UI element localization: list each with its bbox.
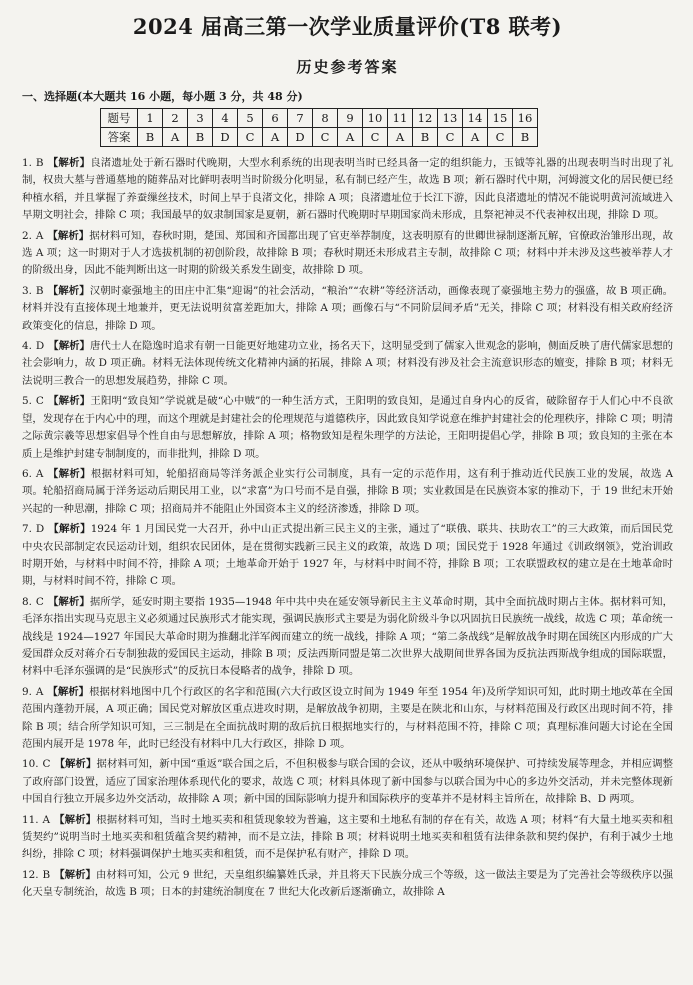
explanation-text: 王阳明“致良知”学说就是破“心中贼”的一种生活方式，王阳明的致良知，是通过自身内心的反省，破除留存于人们心中不良欲望，发现存在于内心中的理，而这个理就是封建社会的伦理规范与道德秩序，因此致良知学说意在维护封建社会的伦理秩序，排除 C 项；明清之际黄宗羲等思想家倡导个性自由与思想解放，排除 A 项；格物致知是程朱理学的方法论，王阳明提倡心学，排除 B 项；致良知的主张在本质上是维护封建专制制度的，而非批判，排除 D 项。 xyxy=(22,395,673,460)
question-answer: C xyxy=(35,395,44,408)
explanation-tag: 【解析】 xyxy=(47,685,90,698)
question-number: 12. xyxy=(22,868,39,881)
answer-table-answer-cell: B xyxy=(188,128,213,147)
answer-table-number-cell: 4 xyxy=(213,109,238,128)
answer-table-number-cell: 10 xyxy=(363,109,388,128)
answer-table-row-label: 题号 xyxy=(101,109,138,128)
question-number: 4. xyxy=(22,340,32,353)
answer-table xyxy=(100,108,538,147)
explanation-tag: 【解析】 xyxy=(47,395,91,408)
answer-table-number-cell: 11 xyxy=(388,109,413,128)
answer-table-answer-row xyxy=(101,128,538,147)
question-number: 6. xyxy=(22,467,32,480)
answer-table-answer-cell: B xyxy=(413,128,438,147)
explanation-tag: 【解析】 xyxy=(47,157,91,169)
answer-table-answer-cell: A xyxy=(163,128,188,147)
explanation-text: 由材料可知，公元 9 世纪，天皇组织编纂姓氏录，并且将天下民族分成三个等级，这一做法主要是为了完善社会等级秩序以强化天皇专制统治，故选 B 项；日本的封建统治制度在 7 世纪大化改新后逐渐确立，故排除 A xyxy=(22,868,673,899)
question-explanation xyxy=(22,466,673,518)
question-answer: C xyxy=(35,595,44,608)
explanation-tag: 【解析】 xyxy=(47,595,90,608)
answer-table-answer-cell: C xyxy=(438,128,463,147)
explanation-tag: 【解析】 xyxy=(47,229,90,242)
answer-table-answer-cell: D xyxy=(288,128,313,147)
answer-table-answer-cell: C xyxy=(313,128,338,147)
answer-table-number-cell: 7 xyxy=(288,109,313,128)
answer-table-number-cell: 5 xyxy=(238,109,263,128)
question-answer: B xyxy=(35,157,44,169)
answer-table-number-cell: 2 xyxy=(163,109,188,128)
question-number: 10. xyxy=(22,758,39,771)
question-answer: C xyxy=(42,758,51,771)
answer-table-answer-cell: C xyxy=(363,128,388,147)
question-explanation xyxy=(22,521,673,591)
explanation-text: 唐代士人在隐逸时追求有朝一日能更好地建功立业，扬名天下，这明显受到了儒家入世观念的影响，侧面反映了唐代儒家思想的社会影响力，故 D 项正确。材料无法体现传统文化精神内涵的拓展，排除 A 项；材料没有涉及社会主流意识形态的嬗变，排除 B 项；材料无法说明三教合一的思想发展趋势，排除 C 项。 xyxy=(22,340,673,387)
answer-table-answer-cell: A xyxy=(263,128,288,147)
answer-table-answer-cell: D xyxy=(213,128,238,147)
question-answer: A xyxy=(42,813,51,826)
answer-table-answer-cell: B xyxy=(513,128,538,147)
answer-table-answer-cell: A xyxy=(388,128,413,147)
explanation-text: 根据材料可知，当时土地买卖和租赁现象较为普遍，这主要和土地私有制的存在有关，故选 A 项；材料“有大量土地买卖和租赁契约”说明当时土地买卖和租赁蕴含契约精神，而不是立法，排除 B 项；材料说明土地买卖和租赁有法律条款和契约保护，有利于减少土地纠纷，排除 C 项；材料强调保护土地买卖和租赁，而不是保护私有财产，排除 D 项。 xyxy=(22,813,673,861)
question-explanation xyxy=(22,338,673,390)
question-explanation xyxy=(22,393,673,463)
question-answer: B xyxy=(42,868,51,881)
answer-table-answer-cell: A xyxy=(463,128,488,147)
question-number: 2. xyxy=(22,229,32,242)
question-explanation xyxy=(22,867,673,902)
explanation-tag: 【解析】 xyxy=(54,868,96,881)
question-explanation xyxy=(22,228,673,280)
explanation-text: 根据材料地图中几个行政区的名字和范围(六大行政区设立时间为 1949 年至 1954 年)及所学知识可知，此时期土地改革在全国范围内蓬勃开展，A 项正确；国民党对解放区重点进攻时期，是解放战争初期，主要是在陕北和山东，与材料范围及行政区出现时间不符，排除 B 项；结合所学知识可知，三三制是在全面抗战时期的敌后抗日根据地实行的，与材料范围不符，排除 C 项；真理标准问题大讨论在全国范围内展开是 1978 年，此时已经没有材料中几大行政区，排除 D 项。 xyxy=(22,685,674,750)
question-number: 1. xyxy=(22,157,32,169)
question-number: 11. xyxy=(22,813,39,826)
answer-table-answer-cell: C xyxy=(488,128,513,147)
explanation-tag: 【解析】 xyxy=(48,340,90,353)
answer-table-number-cell: 8 xyxy=(313,109,338,128)
question-explanation xyxy=(22,756,673,808)
question-number: 8. xyxy=(22,595,32,608)
answer-table-row-label: 答案 xyxy=(101,128,138,147)
explanation-text: 汉朝时豪强地主的田庄中汇集“迎谒”的社会活动，“粮治”“农耕”等经济活动，画像表现了豪强地主势力的强盛，故 B 项正确。材料并没有直接体现土地兼并，更无法说明贫富差距加大，排除 A 项；画像石与“不同阶层间矛盾”无关，排除 C 项；材料没有相关政府经济政策变化的信息，排除 D 项。 xyxy=(22,284,674,332)
page-subtitle: 历史参考答案 xyxy=(296,58,399,76)
explanation-text: 据材料可知，春秋时期，楚国、郑国和齐国都出现了官吏举荐制度，这表明原有的世卿世禄制逐渐瓦解，官僚政治雏形出现，故选 A 项；这一时期对于人才选拔机制的初创阶段，故排除 B 项；春秋时期还未形成君主专制，故排除 C 项；材料中并未涉及这些被举荐人才的阶级出身，因此不能判断出这一时期的阶级关系发生剧变，故排除 D 项。 xyxy=(22,229,674,277)
answer-table-number-cell: 12 xyxy=(413,109,438,128)
answer-table-number-cell: 15 xyxy=(488,109,513,128)
question-answer: D xyxy=(35,523,45,536)
question-explanation xyxy=(22,283,673,335)
explanation-text: 据所学，延安时期主要指 1935—1948 年中共中央在延安领导新民主主义革命时期，其中全面抗战时期占主体。据材料可知，毛泽东指出实现马克思主义必须通过民族形式才能实现，强调民族形式主要是为弱化阶级斗争以巩固抗日民族统一战线，故选 C 项；革命统一战线是 1924—1927 年国民大革命时期为推翻北洋军阀而建立的统一战线，排除 A 项；“第二条战线”是解放战争时期在国统区内形成的广大爱国群众反对蒋介石专制独裁的爱国民主运动，排除 B 项；反法西斯同盟是第二次世界大战期间世界各国为反抗法西斯战争组成的国际联盟，材料中毛泽东强调的是“民族形式”的反抗日本侵略者的战争，排除 D 项。 xyxy=(22,595,673,678)
answer-table-answer-cell: C xyxy=(238,128,263,147)
question-number: 7. xyxy=(22,523,32,536)
explanation-text: 良渚遗址处于新石器时代晚期，大型水利系统的出现表明当时已经具备一定的组织能力，玉钺等礼器的出现表明当时出现了礼制，权贵大墓与普通墓地的随葬品对比鲜明表明当时阶级分化明显，私有制已经产生，故选 B 项；新石器时代中期，河姆渡文化的居民便已经种植水稻，并且掌握了养蚕缫丝技术，时间上早于良渚文化，排除 A 项；良渚遗址位于长江下游，因此良渚遗址的情况不能说明黄河流域进入早期文明社会，排除 C 项；我国最早的奴隶制国家是夏朝，新石器时代晚期时早期国家尚未形成，且祭祀神灵不代表神权出现，排除 D 项。 xyxy=(22,157,674,222)
question-answer: D xyxy=(35,340,45,353)
question-answer: B xyxy=(35,284,44,297)
explanation-text: 据材料可知，新中国“重返”联合国之后，不但积极参与联合国的会议，还从中吸纳环境保护、可持续发展等理念，并相应调整了政府部门设置，适应了国家治理体系现代化的要求，故选 C 项；材料具体现了新中国参与以联合国为中心的多边外交活动，并未完整体现新中国自行独立开展多边外交活动，故排除 A 项；新中国的国际影响力提升和国际秩序的变革并不是材料主旨所在，故排除 B、D 两项。 xyxy=(22,758,673,806)
answer-table-number-cell: 14 xyxy=(463,109,488,128)
answer-table-number-row xyxy=(101,109,538,128)
explanation-tag: 【解析】 xyxy=(48,523,91,536)
answer-table-number-cell: 6 xyxy=(263,109,288,128)
question-explanation xyxy=(22,684,673,754)
answer-table-number-cell: 16 xyxy=(513,109,538,128)
answer-table-number-cell: 13 xyxy=(438,109,463,128)
question-list xyxy=(22,155,673,902)
explanation-text: 1924 年 1 月国民党一大召开，孙中山正式提出新三民主义的主张，通过了“联俄、联共、扶助农工”的三大政策，而后国民党中央农民部制定农民运动计划，组织农民团体，是在贯彻实践新三民主义的政策，故选 D 项；国民党于 1928 年通过《训政纲领》，党治训政时期开始，与材料中时间不符，排除 A 项；土地革命开始于 1927 年，与材料中时间不符，排除 B 项；工农联盟政权的建立是在土地革命时期，与材料时间不符，排除 C 项。 xyxy=(22,523,673,588)
question-explanation xyxy=(22,594,673,681)
explanation-tag: 【解析】 xyxy=(47,284,90,297)
question-answer: A xyxy=(35,229,44,242)
explanation-tag: 【解析】 xyxy=(54,758,97,771)
question-explanation xyxy=(22,812,673,864)
question-number: 3. xyxy=(22,284,32,297)
answer-table-answer-cell: A xyxy=(338,128,363,147)
question-number: 9. xyxy=(22,685,32,698)
answer-table-number-cell: 9 xyxy=(338,109,363,128)
question-explanation xyxy=(22,155,673,225)
explanation-tag: 【解析】 xyxy=(47,467,91,480)
section-heading: 一、选择题(本大题共 16 小题，每小题 3 分，共 48 分) xyxy=(22,90,303,103)
page-title: 2024 届高三第一次学业质量评价(T8 联考) xyxy=(132,14,563,39)
question-answer: A xyxy=(35,467,44,480)
answer-table-answer-cell: B xyxy=(138,128,163,147)
answer-table-number-cell: 1 xyxy=(138,109,163,128)
explanation-text: 根据材料可知，轮船招商局等洋务派企业实行公司制度，具有一定的示范作用，这有利于推动近代民族工业的发展，故选 A 项。轮船招商局属于洋务运动后期民用工业，以“求富”为口号而不是自强，排除 B 项；实业救国是在民族资本家的推动下，于 19 世纪末开始兴起的一种思潮，排除 C 项；招商局并不能阻止外国资本主义的经济渗透，排除 D 项。 xyxy=(22,467,673,515)
question-answer: A xyxy=(35,685,44,698)
question-number: 5. xyxy=(22,395,32,408)
answer-table-number-cell: 3 xyxy=(188,109,213,128)
explanation-tag: 【解析】 xyxy=(54,813,97,826)
